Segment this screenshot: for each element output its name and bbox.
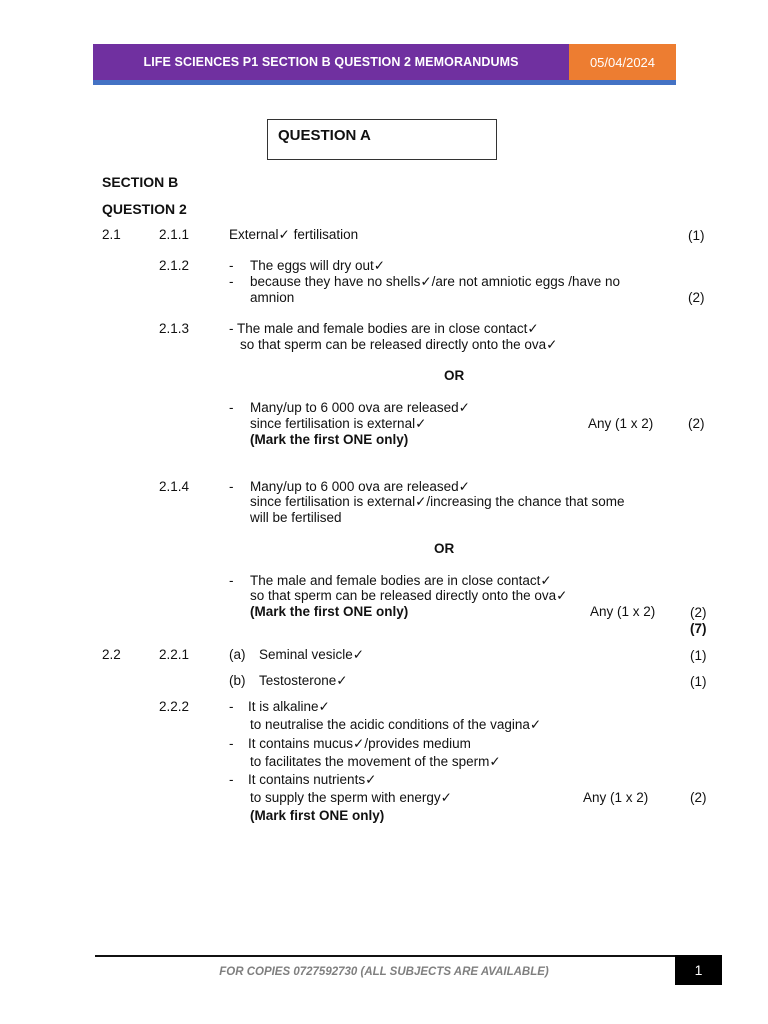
q2-1-3-line2: so that sperm can be released directly onto the ova✓ [240,337,558,352]
q2-1-number: 2.1 [102,227,121,242]
q2-1-3-line1: - The male and female bodies are in close contact✓ [229,321,539,336]
q2-2-1-b-label: (b) [229,673,246,688]
q2-1-3-line4: since fertilisation is external✓ [250,416,427,431]
q2-1-4-line1: Many/up to 6 000 ova are released✓ [250,479,470,494]
q2-1-4-number: 2.1.4 [159,479,190,494]
header-date-box [569,44,676,80]
q2-2-2-line4: to facilitates the movement of the sperm✓ [250,754,501,769]
q2-1-3-number: 2.1.3 [159,321,190,336]
bullet-dash: - [229,258,234,273]
q2-1-1-answer: External✓ fertilisation [229,227,359,242]
q2-1-3-any: Any (1 x 2) [588,416,654,431]
q2-1-3-mark: (2) [688,416,705,431]
section-heading: SECTION B [102,174,179,190]
q2-2-1-b-answer: Testosterone✓ [259,673,348,688]
q2-1-4-line4: The male and female bodies are in close contact✓ [250,573,552,588]
bullet-dash: - [229,699,234,714]
q2-1-4-note: (Mark the first ONE only) [250,604,409,619]
bullet-dash: - [229,274,234,289]
q2-2-1-a-mark: (1) [690,648,707,663]
q2-1-4-or: OR [434,541,455,556]
q2-1-1-number: 2.1.1 [159,227,190,242]
q2-1-2-mark: (2) [688,290,705,305]
question-box [267,119,497,160]
q2-2-number: 2.2 [102,647,121,662]
q2-2-2-mark: (2) [690,790,707,805]
footer-text: FOR COPIES 0727592730 (ALL SUBJECTS ARE AVAILABLE) [219,966,549,978]
q2-1-2-line1: The eggs will dry out✓ [250,258,386,273]
q2-1-3-line3: Many/up to 6 000 ova are released✓ [250,400,470,415]
q2-1-4-any: Any (1 x 2) [590,604,656,619]
q2-2-2-number: 2.2.2 [159,699,190,714]
bullet-dash: - [229,400,234,415]
q2-1-3-note: (Mark the first ONE only) [250,432,409,447]
q2-1-2-number: 2.1.2 [159,258,190,273]
header-title-bar [93,44,569,80]
header-date: 05/04/2024 [589,54,656,70]
q2-1-4-mark: (2) [690,605,707,620]
q2-1-4-line5: so that sperm can be released directly onto the ova✓ [250,588,568,603]
q2-2-2-line1: It is alkaline✓ [248,699,330,714]
question-box-label: QUESTION A [278,127,371,144]
header-title: LIFE SCIENCES P1 SECTION B QUESTION 2 MEMORANDUMS [143,55,519,69]
q2-1-4-line3: will be fertilised [250,510,342,525]
q2-1-2-line3: amnion [250,290,295,305]
q2-1-3-or: OR [444,368,465,383]
page-number-box [675,955,722,985]
bullet-dash: - [229,736,234,751]
q2-2-2-line5: It contains nutrients✓ [248,772,377,787]
question-heading: QUESTION 2 [102,201,187,217]
page-number: 1 [694,962,703,978]
header-underline [93,80,676,85]
q2-2-2-any: Any (1 x 2) [583,790,649,805]
q2-2-1-a-label: (a) [229,647,246,662]
q2-2-2-line2: to neutralise the acidic conditions of the vagina✓ [250,717,542,732]
q2-1-4-line2: since fertilisation is external✓/increasing the chance that some [250,494,625,509]
q2-2-2-line3: It contains mucus✓/provides medium [248,736,471,751]
q2-2-2-line6: to supply the sperm with energy✓ [250,790,452,805]
footer-divider [95,955,675,957]
q2-2-1-number: 2.2.1 [159,647,190,662]
bullet-dash: - [229,479,234,494]
q2-2-1-b-mark: (1) [690,674,707,689]
bullet-dash: - [229,573,234,588]
header-banner [93,44,676,80]
q2-2-2-note: (Mark first ONE only) [250,808,385,823]
q2-2-1-a-answer: Seminal vesicle✓ [259,647,365,662]
q2-1-total: (7) [690,621,707,636]
q2-1-1-mark: (1) [688,228,705,243]
bullet-dash: - [229,772,234,787]
q2-1-2-line2: because they have no shells✓/are not amniotic eggs /have no [250,274,621,289]
